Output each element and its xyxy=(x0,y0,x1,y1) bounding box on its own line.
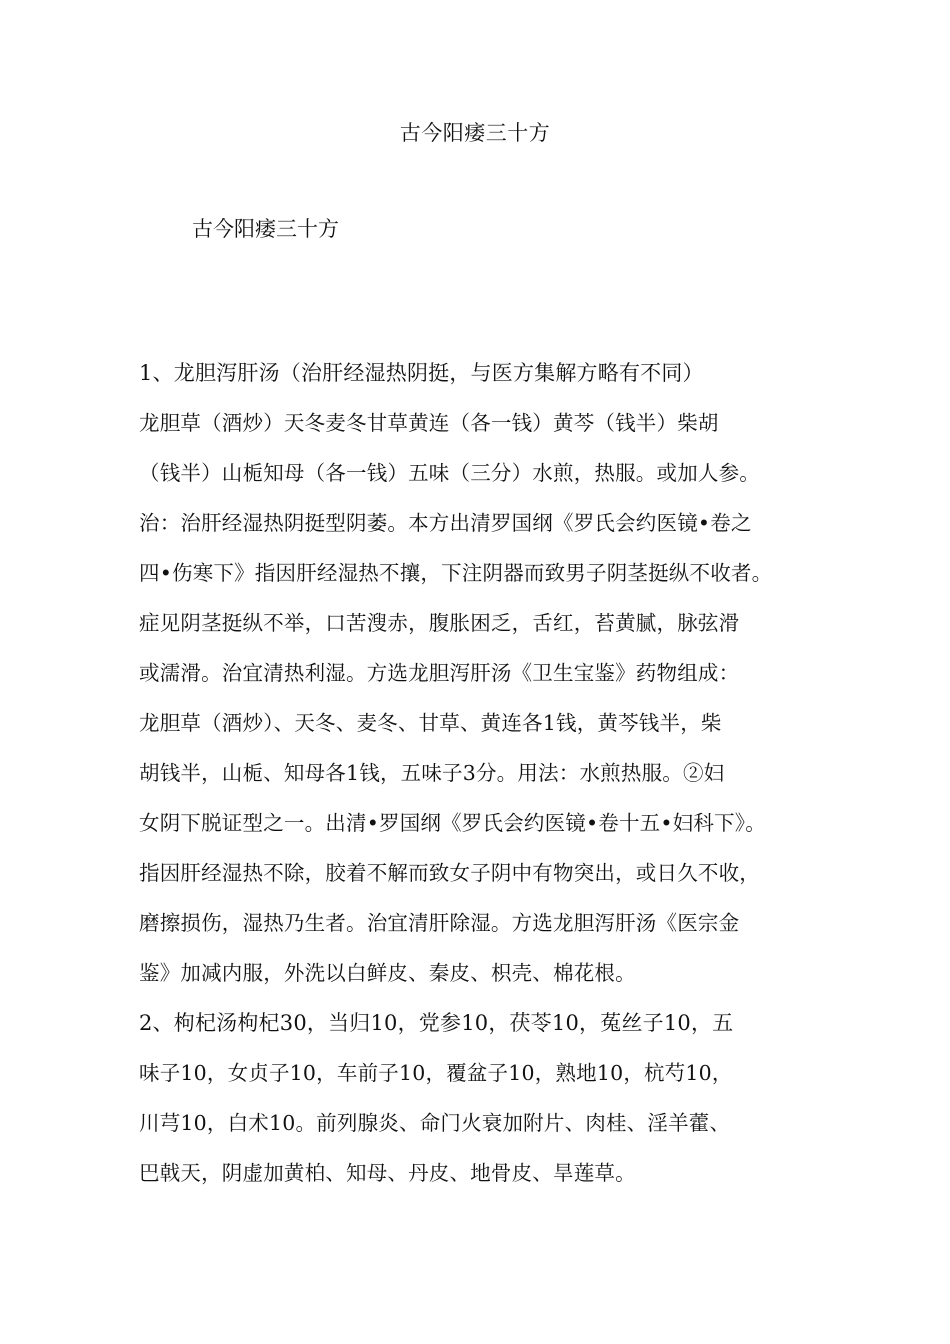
body-line: 鉴》加减内服，外洗以白鲜皮、秦皮、枳壳、棉花根。 xyxy=(139,961,636,985)
document-subtitle: 古今阳痿三十方 xyxy=(192,217,339,241)
body-line: 龙胆草（酒炒）天冬麦冬甘草黄连（各一钱）黄芩（钱半）柴胡 xyxy=(139,411,719,435)
body-line: 巴戟天，阴虚加黄柏、知母、丹皮、地骨皮、旱莲草。 xyxy=(139,1161,636,1185)
body-line: 治：治肝经湿热阴挺型阴萎。本方出清罗国纲《罗氏会约医镜•卷之 xyxy=(139,511,752,535)
body-line: 磨擦损伤，湿热乃生者。治宜清肝除湿。方选龙胆泻肝汤《医宗金 xyxy=(139,911,740,935)
body-line: 症见阴茎挺纵不举，口苦溲赤，腹胀困乏，舌红，苔黄腻，脉弦滑 xyxy=(139,611,740,635)
body-line: 或濡滑。治宜清热利湿。方选龙胆泻肝汤《卫生宝鉴》药物组成： xyxy=(139,661,740,685)
formula-1-heading: 1、龙胆泻肝汤（治肝经湿热阴挺，与医方集解方略有不同） xyxy=(139,361,704,385)
document-title: 古今阳痿三十方 xyxy=(399,121,551,145)
body-line: 女阴下脱证型之一。出清•罗国纲《罗氏会约医镜•卷十五•妇科下》。 xyxy=(139,811,766,835)
body-line: 川芎10，白术10。前列腺炎、命门火衰加附片、肉桂、淫羊藿、 xyxy=(139,1111,731,1135)
body-line: （钱半）山栀知母（各一钱）五味（三分）水煎，热服。或加人参。 xyxy=(139,461,760,485)
formula-2-heading: 2、枸杞汤枸杞30，当归10，党参10，茯苓10，菟丝子10，五 xyxy=(139,1011,734,1035)
document-body xyxy=(139,356,819,1206)
body-line: 指因肝经湿热不除，胶着不解而致女子阴中有物突出，或日久不收， xyxy=(139,861,760,885)
body-line: 味子10，女贞子10，车前子10，覆盆子10，熟地10，杭芍10， xyxy=(139,1061,733,1085)
body-line: 胡钱半，山栀、知母各1钱，五味子3分。用法：水煎热服。②妇 xyxy=(139,761,725,785)
body-line: 龙胆草（酒炒）、天冬、麦冬、甘草、黄连各1钱，黄芩钱半，柴 xyxy=(139,711,722,735)
body-line: 四•伤寒下》指因肝经湿热不攘，下注阴器而致男子阴茎挺纵不收者。 xyxy=(139,561,773,585)
